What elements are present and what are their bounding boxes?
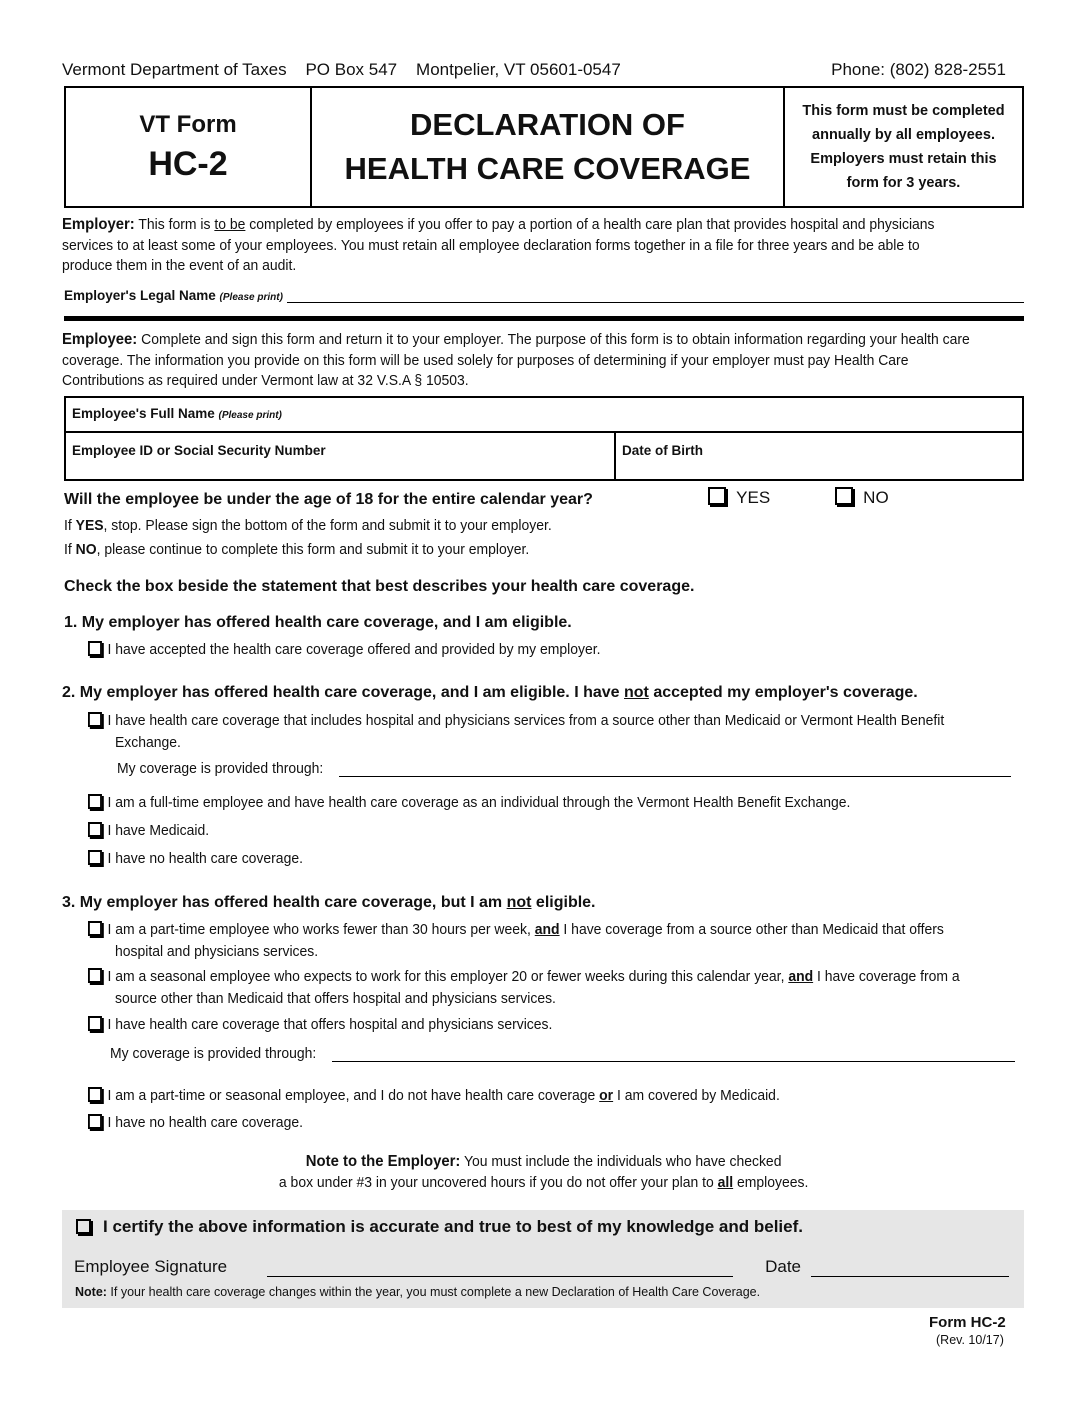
if-yes-text: , stop. Please sign the bottom of the form and submit it to your employer. — [103, 517, 552, 534]
if-no-instruction — [64, 539, 529, 561]
employer-legal-name-field[interactable] — [287, 288, 1024, 303]
employer-legal-name-label: Employer's Legal Name — [64, 288, 216, 303]
s2-coverage-through-field[interactable] — [339, 762, 1011, 777]
employee-instructions — [62, 330, 973, 392]
note-to-employer — [0, 1151, 1088, 1193]
s3-heading-b: eligible. — [531, 894, 596, 911]
s3-option-1-line2: hospital and physicians services. — [114, 943, 319, 960]
signature-label: Employee Signature — [74, 1257, 228, 1276]
s3-checkbox-3[interactable] — [88, 1016, 102, 1031]
s3-option-4-b: I am covered by Medicaid. — [613, 1087, 780, 1104]
coverage-instructions: Check the box beside the statement that best describes your health care coverage. — [64, 578, 695, 595]
note-to-employer-all: all — [717, 1174, 734, 1191]
s2-option-4-label: I have no health care coverage. — [107, 850, 303, 867]
s1-option-accepted[interactable] — [88, 639, 600, 661]
form-id-cell — [66, 88, 312, 206]
employee-id-dob-row — [66, 433, 1022, 479]
s3-option-1-and: and — [534, 921, 560, 938]
if-no-prefix: If — [64, 541, 76, 558]
s2-checkbox-4[interactable] — [88, 850, 102, 865]
employee-id-field[interactable] — [66, 433, 616, 479]
age-no-option[interactable] — [835, 487, 889, 508]
s2-coverage-through-row — [117, 760, 1011, 777]
s1-option-1-label: I have accepted the health care coverage offered and provided by my employer. — [107, 641, 601, 658]
certification-statement: I certify the above information is accurate and true to best of my knowledge and belief. — [103, 1217, 803, 1236]
note-to-employer-text2-a: a box under #3 in your uncovered hours if you do not offer your plan to — [279, 1174, 718, 1191]
employer-legal-name-row — [64, 288, 1024, 303]
s3-checkbox-4[interactable] — [88, 1087, 102, 1102]
signature-field[interactable] — [267, 1266, 733, 1277]
section3-heading — [62, 894, 596, 912]
agency-address-line — [62, 60, 1006, 80]
date-of-birth-label: Date of Birth — [622, 443, 703, 458]
s3-option-5-label: I have no health care coverage. — [107, 1114, 303, 1131]
s3-option-no-coverage[interactable] — [88, 1112, 303, 1134]
no-label: NO — [863, 488, 889, 507]
agency-address: Vermont Department of Taxes PO Box 547 Montpelier, VT 05601-0547 — [62, 60, 621, 79]
s2-checkbox-1[interactable] — [88, 712, 102, 727]
employer-please-print: (Please print) — [219, 292, 283, 303]
s2-option-1-line1: I have health care coverage that includes hospital and physicians services from a source other than Medicaid or Vermont Health Benefit — [107, 712, 945, 729]
s3-coverage-through-label: My coverage is provided through: — [110, 1045, 317, 1062]
s1-checkbox-1[interactable] — [88, 641, 102, 656]
footer-form-number: Form HC-2 — [929, 1314, 1006, 1331]
s3-option-4-a: I am a part-time or seasonal employee, and I do not have health care coverage — [107, 1087, 600, 1104]
agency-phone: Phone: (802) 828-2551 — [831, 60, 1006, 79]
section2-heading — [62, 684, 918, 702]
s3-checkbox-1[interactable] — [88, 921, 102, 936]
s2-heading-not: not — [624, 684, 649, 701]
date-label: Date — [765, 1257, 802, 1276]
s3-option-no-coverage-or-medicaid[interactable] — [88, 1085, 780, 1107]
if-yes-instruction — [64, 515, 552, 537]
if-no-text: , please continue to complete this form and submit it to your employer. — [96, 541, 530, 558]
s3-option-1-a: I am a part-time employee who works fewer than 30 hours per week, — [107, 921, 535, 938]
s3-option-2-a: I am a seasonal employee who expects to work for this employer 20 or fewer weeks during this calendar year, — [107, 968, 789, 985]
s2-option-exchange[interactable] — [88, 792, 850, 814]
employer-label: Employer: — [62, 216, 135, 233]
employee-text: Complete and sign this form and return it to your employer. The purpose of this form is to obtain information regarding your health care coverage. The information you provide on this form will be used solely for purposes of determining if your employer must pay Health Care Contributions as required under Vermont law at 32 V.S.A § 10503. — [62, 331, 970, 389]
s2-heading-a: 2. My employer has offered health care coverage, and I am eligible. I have — [62, 684, 624, 701]
employer-instructions — [62, 215, 973, 277]
date-of-birth-field[interactable] — [616, 433, 1022, 479]
form-label: VT Form — [139, 110, 237, 138]
employee-info-box — [64, 396, 1024, 481]
signature-row — [74, 1257, 1009, 1277]
note-text: If your health care coverage changes within the year, you must complete a new Declaration of Health Care Coverage. — [106, 1285, 761, 1299]
employer-text-b: completed by employees if you offer to pay a portion of a health care plan that provides hospital and physicians services to at least some of your employees. You must retain all employee declaration forms together in a file for three years and be able to produce them in the event of an audit. — [62, 216, 935, 274]
employee-please-print: (Please print) — [218, 410, 282, 421]
certification-option[interactable] — [76, 1217, 803, 1237]
s3-option-2-b: I have coverage from a — [813, 968, 960, 985]
coverage-change-note — [75, 1285, 760, 1299]
s2-checkbox-2[interactable] — [88, 794, 102, 809]
retention-notice: This form must be completed annually by all employees. Employers must retain this form for 3 years. — [802, 103, 1005, 191]
note-to-employer-label: Note to the Employer: — [306, 1153, 461, 1170]
if-no-bold: NO — [75, 541, 97, 558]
employee-label: Employee: — [62, 331, 138, 348]
if-yes-bold: YES — [75, 517, 104, 534]
note-label: Note: — [75, 1285, 107, 1299]
footer-revision: (Rev. 10/17) — [936, 1333, 1004, 1347]
s3-coverage-through-row — [110, 1045, 1015, 1062]
s2-option-other-coverage[interactable] — [88, 710, 1018, 754]
s2-option-no-coverage[interactable] — [88, 848, 303, 870]
age-yes-option[interactable] — [708, 487, 770, 508]
form-title-line2: HEALTH CARE COVERAGE — [344, 151, 751, 186]
age-question: Will the employee be under the age of 18 for the entire calendar year? — [64, 491, 593, 508]
form-header — [64, 86, 1024, 208]
employee-full-name-field[interactable] — [66, 398, 1022, 433]
s3-option-2-line2: source other than Medicaid that offers hospital and physicians services. — [114, 990, 556, 1007]
yes-label: YES — [736, 488, 771, 507]
form-title-line1: DECLARATION OF — [410, 107, 685, 142]
s2-checkbox-3[interactable] — [88, 822, 102, 837]
employer-text-a: This form is — [134, 216, 215, 233]
yes-checkbox[interactable] — [708, 487, 726, 505]
note-to-employer-text1: You must include the individuals who have checked — [460, 1153, 782, 1170]
s2-option-2-label: I am a full-time employee and have health care coverage as an individual through the Vermont Health Benefit Exchange. — [107, 794, 851, 811]
note-to-employer-text2-b: employees. — [733, 1174, 809, 1191]
s3-option-has-coverage[interactable] — [88, 1014, 552, 1036]
s3-checkbox-5[interactable] — [88, 1114, 102, 1129]
s3-checkbox-2[interactable] — [88, 968, 102, 983]
s3-option-2-and: and — [788, 968, 814, 985]
signature-date-field[interactable] — [811, 1266, 1009, 1277]
s2-option-medicaid[interactable] — [88, 820, 209, 842]
if-yes-prefix: If — [64, 517, 76, 534]
employer-text-underlined: to be — [214, 216, 246, 233]
s3-coverage-through-field[interactable] — [332, 1047, 1015, 1062]
certification-panel — [62, 1210, 1024, 1308]
s3-heading-not: not — [506, 894, 532, 911]
form-number: HC-2 — [148, 144, 228, 183]
s2-option-1-line2: Exchange. — [114, 734, 181, 751]
section1-heading: 1. My employer has offered health care coverage, and I am eligible. — [64, 614, 572, 631]
s2-coverage-through-label: My coverage is provided through: — [117, 760, 324, 777]
s3-option-4-or: or — [599, 1087, 614, 1104]
s3-option-3-label: I have health care coverage that offers hospital and physicians services. — [107, 1016, 553, 1033]
s2-option-3-label: I have Medicaid. — [107, 822, 210, 839]
certify-checkbox[interactable] — [76, 1219, 91, 1234]
s2-heading-b: accepted my employer's coverage. — [648, 684, 918, 701]
form-title — [312, 88, 785, 206]
s3-heading-a: 3. My employer has offered health care coverage, but I am — [62, 894, 507, 911]
no-checkbox[interactable] — [835, 487, 853, 505]
employee-full-name-label: Employee's Full Name — [72, 406, 215, 421]
s3-option-seasonal[interactable] — [88, 966, 1018, 1010]
s3-option-1-b: I have coverage from a source other than Medicaid that offers — [559, 921, 944, 938]
employee-id-label: Employee ID or Social Security Number — [72, 443, 326, 458]
s3-option-part-time[interactable] — [88, 919, 1018, 963]
section-divider — [64, 316, 1024, 321]
